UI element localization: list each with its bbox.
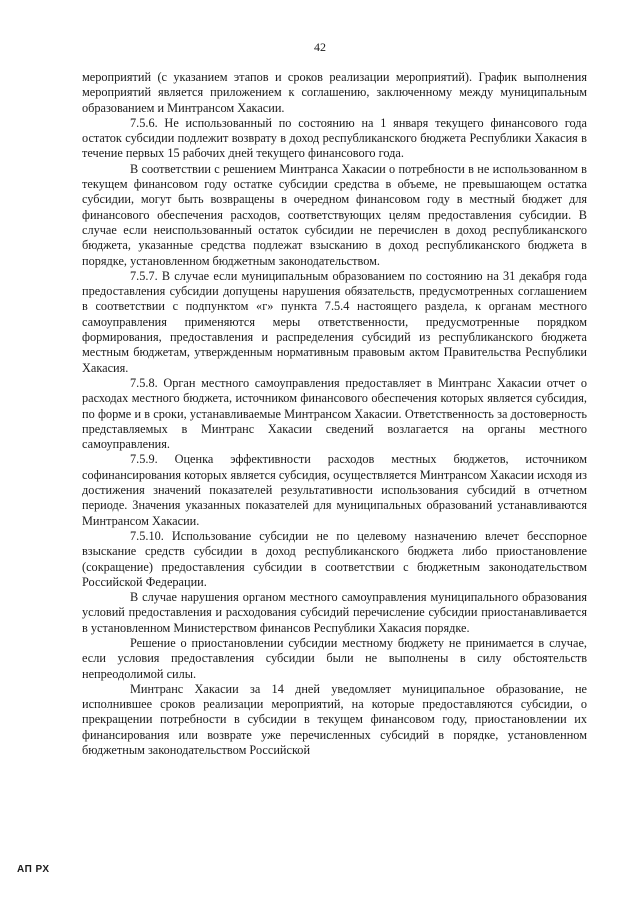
document-body	[82, 70, 587, 758]
paragraph-continuation: мероприятий (с указанием этапов и сроков реализации мероприятий). График выполнения мероприятий является приложением к соглашению, заключенному между муниципальным образованием и Минтрансом Хакасии.	[82, 70, 587, 115]
paragraph-notification: Минтранс Хакасии за 14 дней уведомляет муниципальное образование, не исполнившее сроков реализации мероприятий, на которые предоставляются субсидии, о прекращении потребности в субсидии в текущем финансовом году, приостановлении их финансирования или возврате уже перечисленных субсидий в порядке, установленном бюджетным законодательством Российской	[82, 681, 587, 758]
paragraph-7-5-6: 7.5.6. Не использованный по состоянию на 1 января текущего финансового года остаток субсидии подлежит возврату в доход республиканского бюджета Республики Хакасия в течение первых 15 рабочих дней текущего финансового года.	[82, 115, 587, 161]
paragraph-7-5-8: 7.5.8. Орган местного самоуправления предоставляет в Минтранс Хакасии отчет о расходах местного бюджета, источником финансового обеспечения которых является субсидия, по форме и в сроки, устанавливаемые Минтрансом Хакасии. Ответственность за достоверность представляемых в Минтранс Хакасии сведений возлагается на органы местного самоуправления.	[82, 375, 587, 452]
paragraph-force-majeure: Решение о приостановлении субсидии местному бюджету не принимается в случае, если условия предоставления субсидии были не выполнены в силу обстоятельств непреодолимой силы.	[82, 635, 587, 681]
paragraph-minfin-decision: В соответствии с решением Минтранса Хакасии о потребности в не использованном в текущем финансовом году остатке субсидии средства в объеме, не превышающем остатка субсидии, могут быть возвращены в очередном финансовом году в местный бюджет для финансового обеспечения расходов, соответствующих целям предоставления субсидии. В случае если неиспользованный остаток субсидии не перечислен в доход республиканского бюджета, указанные средства подлежат взысканию в доход республиканского бюджета в порядке, установленном бюджетным законодательством.	[82, 161, 587, 268]
paragraph-7-5-7: 7.5.7. В случае если муниципальным образованием по состоянию на 31 декабря года предоставления субсидии допущены нарушения обязательств, предусмотренных соглашением в соответствии с подпунктом «г» пункта 7.5.4 настоящего раздела, к органам местного самоуправления применяются меры ответственности, предусмотренные порядком формирования, предоставления и распределения субсидий из республиканского бюджета местным бюджетам, утвержденным нормативным правовым актом Правительства Республики Хакасия.	[82, 268, 587, 375]
paragraph-7-5-9: 7.5.9. Оценка эффективности расходов местных бюджетов, источником софинансирования которых является субсидия, осуществляется Минтрансом Хакасии исходя из достижения значений показателей результативности использования субсидий в отчетном периоде. Значения указанных показателей для муниципальных образований устанавливаются Минтрансом Хакасии.	[82, 452, 587, 528]
page-number: 42	[314, 40, 326, 54]
footer-mark: АП РХ	[17, 864, 50, 875]
paragraph-7-5-10: 7.5.10. Использование субсидии не по целевому назначению влечет бесспорное взыскание средств субсидии в доход республиканского бюджета либо приостановление (сокращение) предоставления субсидии в соответствии с бюджетным законодательством Российской Федерации.	[82, 528, 587, 589]
paragraph-violation-suspension: В случае нарушения органом местного самоуправления муниципального образования условий предоставления и расходования субсидий перечисление субсидии приостанавливается в установленном Министерством финансов Республики Хакасия порядке.	[82, 590, 587, 635]
